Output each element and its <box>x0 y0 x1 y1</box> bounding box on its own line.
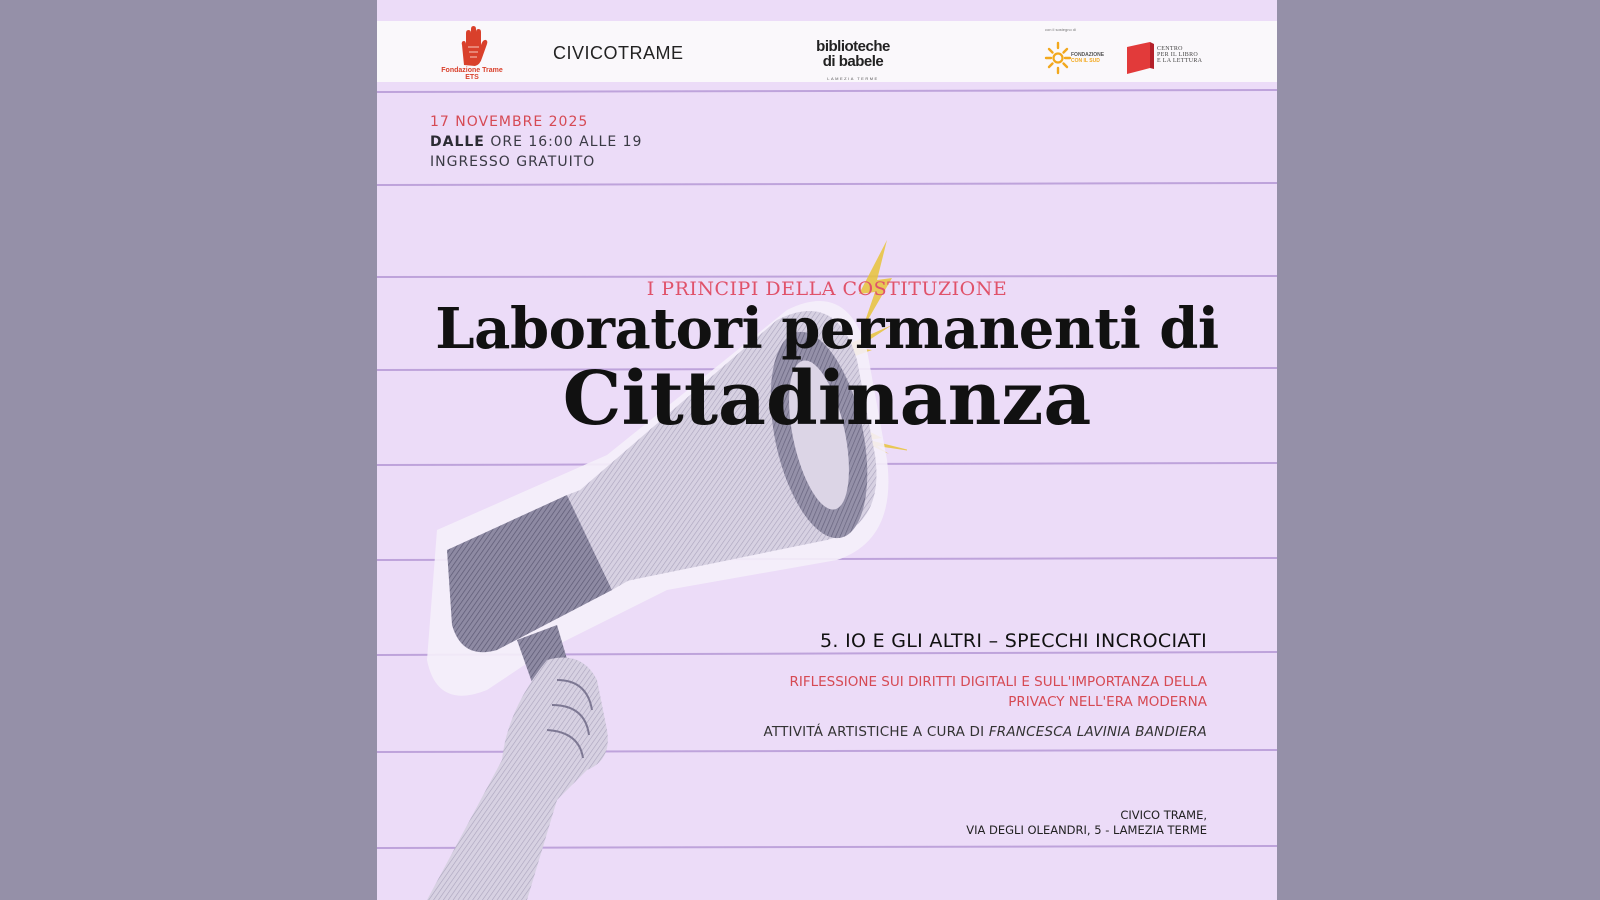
title-line1: Laboratori permanenti di <box>435 296 1219 362</box>
cepell-text <box>1157 46 1202 64</box>
venue-address <box>966 808 1207 838</box>
event-date: 17 NOVEMBRE 2025 <box>430 114 589 130</box>
biblio-line2: di babele <box>822 53 884 70</box>
title-line2: Cittadinanza <box>562 356 1092 442</box>
fondazione-line1: FONDAZIONE <box>1071 52 1105 58</box>
civico-trame-logo: CIVICOTRAME <box>553 43 684 63</box>
venue-line1: CIVICO TRAME, <box>1120 808 1207 822</box>
fondazione-text <box>1071 52 1104 64</box>
cepell-line3: E LA LETTURA <box>1157 58 1203 64</box>
sun-icon <box>1044 41 1072 75</box>
fondazione-con-il-sud-logo <box>1044 39 1114 79</box>
event-info <box>430 112 642 172</box>
credit-prefix: ATTIVITÁ ARTISTICHE A CURA DI <box>763 724 989 740</box>
trame-caption: Fondazione Trame ETS <box>441 67 503 81</box>
session-heading: 5. IO E GLI ALTRI – SPECCHI INCROCIATI <box>820 630 1207 652</box>
session-desc-line2: PRIVACY NELL'ERA MODERNA <box>1008 694 1207 710</box>
cepell-line1: CENTRO <box>1157 46 1183 52</box>
title-kicker: I PRINCIPI DELLA COSTITUZIONE <box>646 278 1008 300</box>
biblioteche-di-babele-logo <box>805 39 901 86</box>
credit-name: FRANCESCA LAVINIA BANDIERA <box>988 724 1207 740</box>
session-credit <box>764 724 1207 740</box>
cepell-line2: PER IL LIBRO <box>1157 52 1199 58</box>
event-time-rest: ORE 16:00 ALLE 19 <box>484 134 643 150</box>
hand-icon <box>455 25 489 69</box>
event-time <box>430 132 642 152</box>
session-description <box>647 672 1207 712</box>
biblio-line1: biblioteche <box>816 38 890 55</box>
event-entry: INGRESSO GRATUITO <box>430 154 596 170</box>
event-time-prefix: DALLE <box>430 134 485 150</box>
cepell-logo <box>1124 41 1214 77</box>
partner-note: con il sostegno di <box>1045 27 1076 32</box>
fondazione-line2: CON IL SUD <box>1071 58 1100 64</box>
venue-line2: VIA DEGLI OLEANDRI, 5 - LAMEZIA TERME <box>966 823 1207 837</box>
logo-band <box>377 21 1277 82</box>
book-icon <box>1124 41 1156 75</box>
fondazione-trame-logo <box>437 25 507 81</box>
session-desc-line1: RIFLESSIONE SUI DIRITTI DIGITALI E SULL'IMPORTANZA DELLA <box>789 674 1207 690</box>
event-poster <box>377 0 1277 900</box>
biblio-sub: LAMEZIA TERME <box>827 76 879 81</box>
